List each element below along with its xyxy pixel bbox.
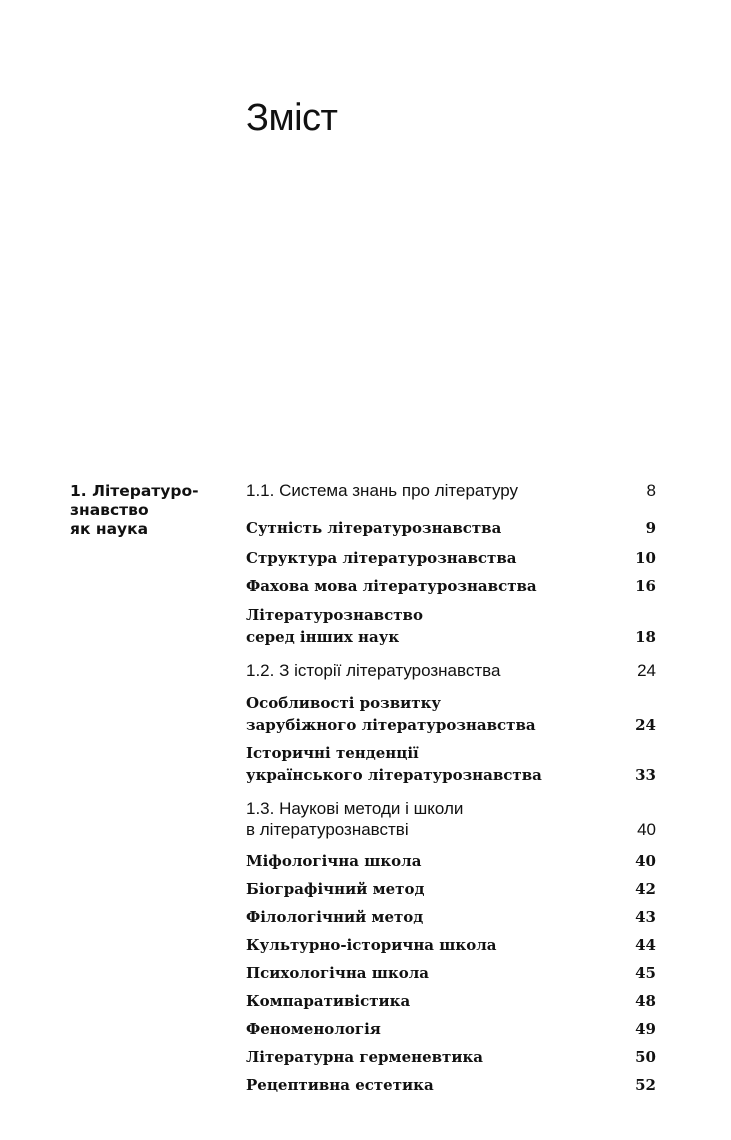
toc-entry-title [246, 517, 606, 539]
toc-page-number: 10 [635, 549, 656, 567]
toc-page-number: 52 [635, 1076, 656, 1094]
toc-entry-title-line: Історичні тенденції [246, 744, 419, 762]
toc-entry-title-line: в літературознавстві [246, 820, 409, 839]
toc-page-number: 16 [635, 577, 656, 595]
toc-entry-title-line: Літературна герменевтика [246, 1048, 484, 1066]
part-label-line: 1. Літературо- [70, 482, 199, 500]
toc-page-number: 44 [635, 936, 656, 954]
toc-entry-title-line: Особливості розвитку [246, 694, 442, 712]
toc-entry-title [246, 692, 606, 736]
toc-entry-title-line: Психологічна школа [246, 964, 429, 982]
toc-entry-title [246, 962, 606, 984]
toc-entry-title [246, 604, 606, 648]
toc-entry-title [246, 575, 606, 597]
toc-page-number: 45 [635, 964, 656, 982]
toc-entry-title-line: Рецептивна естетика [246, 1076, 434, 1094]
part-label-line: знавство [70, 501, 149, 519]
toc-entry-title [246, 547, 606, 569]
toc-page-number: 33 [635, 766, 656, 784]
toc-entry-title [246, 1074, 606, 1096]
toc-entry-title-line: Філологічний метод [246, 908, 424, 926]
toc-entry-title [246, 934, 606, 956]
toc-entry-title-line: Фахова мова літературознавства [246, 577, 537, 595]
toc-entry-title-line: 1.3. Наукові методи і школи [246, 799, 464, 818]
toc-entry-title-line: Феноменологія [246, 1020, 381, 1038]
toc-page-number: 48 [635, 992, 656, 1010]
toc-page-number: 9 [645, 519, 656, 537]
toc-entry-title [246, 1018, 606, 1040]
toc-page-number: 43 [635, 908, 656, 926]
toc-page-number: 40 [635, 852, 656, 870]
toc-entry-title-line: 1.1. Система знань про літературу [246, 481, 519, 500]
toc-page-number: 42 [635, 880, 656, 898]
toc-entry-title-line: українського літературознавства [246, 766, 542, 784]
toc-entry-title [246, 850, 606, 872]
toc-entry-title [246, 742, 606, 786]
toc-entry-title-line: Культурно-історична школа [246, 936, 497, 954]
toc-page-number: 50 [635, 1048, 656, 1066]
toc-entry-title [246, 798, 606, 840]
toc-page-number: 49 [635, 1020, 656, 1038]
toc-entry-title-line: серед інших наук [246, 628, 400, 646]
toc-page-number: 24 [635, 716, 656, 734]
toc-entry-title [246, 906, 606, 928]
toc-page-number: 40 [637, 820, 656, 839]
toc-entry-title-line: Структура літературознавства [246, 549, 517, 567]
part-label-line: як наука [70, 520, 149, 538]
toc-entry-title [246, 480, 606, 501]
toc-page-number: 18 [635, 628, 656, 646]
toc-entry-title-line: Літературознавство [246, 606, 423, 624]
toc-entry-title-line: Міфологічна школа [246, 852, 422, 870]
toc-entry-title-line: зарубіжного літературознавства [246, 716, 536, 734]
toc-entry-title-line: Біографічний метод [246, 880, 425, 898]
toc-entry-title-line: Сутність літературознавства [246, 519, 502, 537]
toc-entry-title-line: 1.2. З історії літературознавства [246, 661, 501, 680]
toc-entry-title-line: Компаративістика [246, 992, 411, 1010]
page-title: Зміст [246, 97, 338, 139]
toc-entry-title [246, 878, 606, 900]
toc-entry-title [246, 1046, 606, 1068]
toc-entry-title [246, 990, 606, 1012]
toc-page-number: 24 [637, 661, 656, 680]
toc-page-number: 8 [646, 481, 656, 500]
toc-entry-title [246, 660, 606, 681]
